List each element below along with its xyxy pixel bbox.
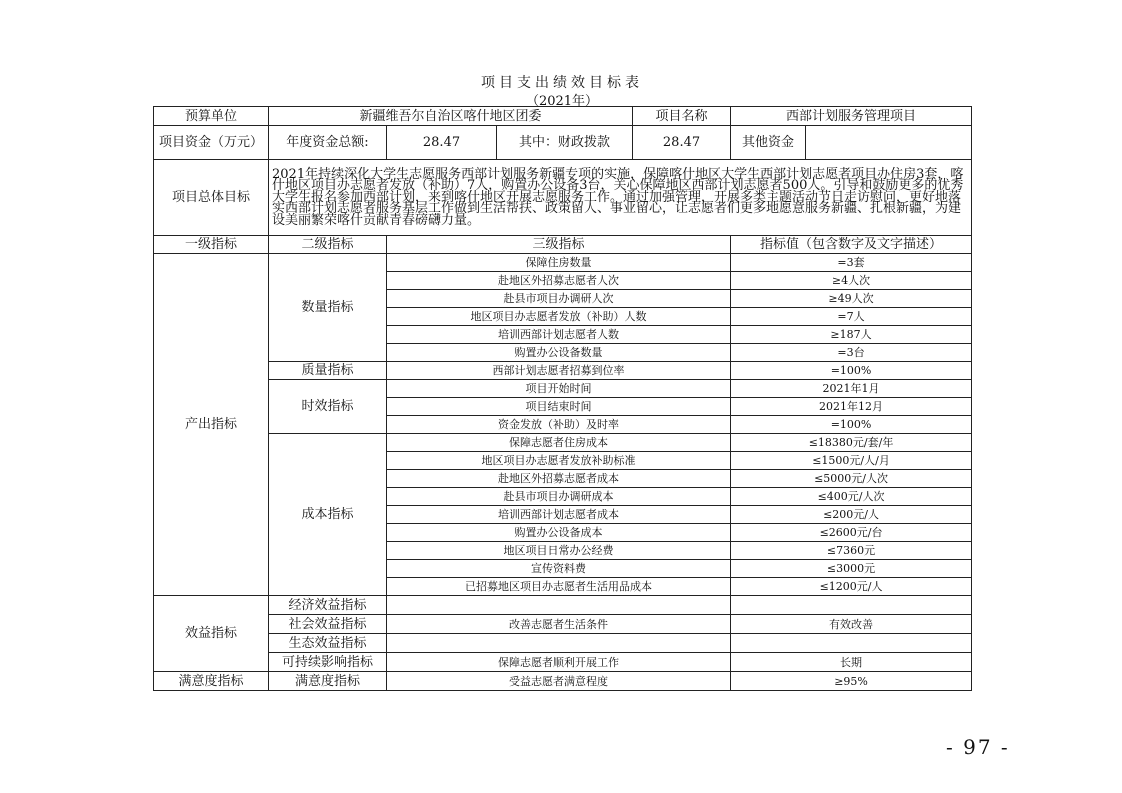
table-row [154, 653, 972, 672]
indicator-name: 赴县市项目办调研成本 [387, 488, 731, 506]
column-header-level1: 一级指标 [154, 236, 269, 254]
benefit-level2: 生态效益指标 [269, 634, 387, 653]
other-funds-value [806, 126, 972, 160]
indicator-value: 有效改善 [731, 615, 972, 634]
indicator-value: =100% [731, 416, 972, 434]
indicator-name: 保障志愿者顺利开展工作 [387, 653, 731, 672]
indicator-name: 受益志愿者满意程度 [387, 672, 731, 691]
indicator-value: ≤1200元/人 [731, 578, 972, 596]
indicator-name: 购置办公设备成本 [387, 524, 731, 542]
goal-row [154, 160, 972, 236]
annual-total-value: 28.47 [387, 126, 497, 160]
column-header-level2: 二级指标 [269, 236, 387, 254]
indicator-name: 赴县市项目办调研人次 [387, 290, 731, 308]
timeliness-label: 时效指标 [269, 380, 387, 434]
table-row [154, 434, 972, 452]
funds-label: 项目资金（万元） [154, 126, 269, 160]
column-header-level3: 三级指标 [387, 236, 731, 254]
indicator-value: ≤2600元/台 [731, 524, 972, 542]
performance-table [153, 106, 972, 691]
indicator-name: 改善志愿者生活条件 [387, 615, 731, 634]
page-number: - 97 - [946, 735, 1010, 759]
indicator-value [731, 634, 972, 653]
indicator-value: ≥49人次 [731, 290, 972, 308]
indicator-value: =3套 [731, 254, 972, 272]
fiscal-value: 28.47 [633, 126, 731, 160]
table-row [154, 672, 972, 691]
quality-label: 质量指标 [269, 362, 387, 380]
indicator-name: 地区项目日常办公经费 [387, 542, 731, 560]
indicator-name: 资金发放（补助）及时率 [387, 416, 731, 434]
indicator-value: =3台 [731, 344, 972, 362]
indicator-value: 2021年1月 [731, 380, 972, 398]
table-row [154, 362, 972, 380]
indicator-value: =100% [731, 362, 972, 380]
annual-total-label: 年度资金总额: [269, 126, 387, 160]
indicator-value: ≤7360元 [731, 542, 972, 560]
indicator-name [387, 634, 731, 653]
table-year: （2021年） [525, 94, 599, 109]
goal-text: 2021年持续深化大学生志愿服务西部计划服务新疆专项的实施，保障喀什地区大学生西部计划志愿者项目办住房3套，喀什地区项目办志愿者发放（补助）7人，购置办公设备3台，关心保障地区西部计划志愿者500人。引导和鼓励更多的优秀大学生报名参加西部计划，来到喀什地区开展志愿服务工作。通过加强管理，开展多类主题活动节日走访慰问，更好地落实西部计划志愿者服务基层工作做到生活帮扶、政策留人、事业留心，让志愿者们更多地愿意服务新疆、扎根新疆，为建设美丽繁荣喀什贡献青春磅礴力量。 [269, 160, 972, 236]
column-header-row [154, 236, 972, 254]
indicator-value: ≤400元/人次 [731, 488, 972, 506]
indicator-name: 培训西部计划志愿者成本 [387, 506, 731, 524]
project-name-value: 西部计划服务管理项目 [731, 107, 972, 126]
indicator-name: 已招募地区项目办志愿者生活用品成本 [387, 578, 731, 596]
table-row [154, 615, 972, 634]
indicator-value: =7人 [731, 308, 972, 326]
indicator-name: 项目开始时间 [387, 380, 731, 398]
benefit-level2: 经济效益指标 [269, 596, 387, 615]
benefit-label: 效益指标 [154, 596, 269, 672]
indicator-value: ≥4人次 [731, 272, 972, 290]
indicator-name: 西部计划志愿者招募到位率 [387, 362, 731, 380]
indicator-value: ≤5000元/人次 [731, 470, 972, 488]
other-funds-label: 其他资金 [731, 126, 806, 160]
indicator-name [387, 596, 731, 615]
goal-label: 项目总体目标 [154, 160, 269, 236]
table-row [154, 380, 972, 398]
project-name-label: 项目名称 [633, 107, 731, 126]
budget-unit-value: 新疆维吾尔自治区喀什地区团委 [269, 107, 633, 126]
indicator-name: 地区项目办志愿者发放补助标准 [387, 452, 731, 470]
quantity-label: 数量指标 [269, 254, 387, 362]
indicator-name: 购置办公设备数量 [387, 344, 731, 362]
budget-unit-label: 预算单位 [154, 107, 269, 126]
benefit-level2: 可持续影响指标 [269, 653, 387, 672]
indicator-name: 赴地区外招募志愿者成本 [387, 470, 731, 488]
indicator-name: 保障住房数量 [387, 254, 731, 272]
budget-unit-row [154, 107, 972, 126]
indicator-value: ≤3000元 [731, 560, 972, 578]
indicator-value: 长期 [731, 653, 972, 672]
table-row [154, 596, 972, 615]
indicator-value: 2021年12月 [731, 398, 972, 416]
cost-label: 成本指标 [269, 434, 387, 596]
satisfaction-label: 满意度指标 [154, 672, 269, 691]
fiscal-label: 其中：财政拨款 [497, 126, 633, 160]
table-row [154, 634, 972, 653]
indicator-name: 项目结束时间 [387, 398, 731, 416]
benefit-level2: 社会效益指标 [269, 615, 387, 634]
indicator-value: ≤200元/人 [731, 506, 972, 524]
table-row [154, 254, 972, 272]
indicator-name: 保障志愿者住房成本 [387, 434, 731, 452]
indicator-name: 地区项目办志愿者发放（补助）人数 [387, 308, 731, 326]
indicator-name: 赴地区外招募志愿者人次 [387, 272, 731, 290]
indicator-name: 培训西部计划志愿者人数 [387, 326, 731, 344]
satisfaction-level2: 满意度指标 [269, 672, 387, 691]
table-title: 项目支出绩效目标表 [481, 75, 643, 91]
indicator-value: ≥95% [731, 672, 972, 691]
funds-row [154, 126, 972, 160]
indicator-name: 宣传资料费 [387, 560, 731, 578]
output-label: 产出指标 [154, 254, 269, 596]
indicator-value: ≥187人 [731, 326, 972, 344]
indicator-value [731, 596, 972, 615]
column-header-value: 指标值（包含数字及文字描述） [731, 236, 972, 254]
indicator-value: ≤18380元/套/年 [731, 434, 972, 452]
indicator-value: ≤1500元/人/月 [731, 452, 972, 470]
